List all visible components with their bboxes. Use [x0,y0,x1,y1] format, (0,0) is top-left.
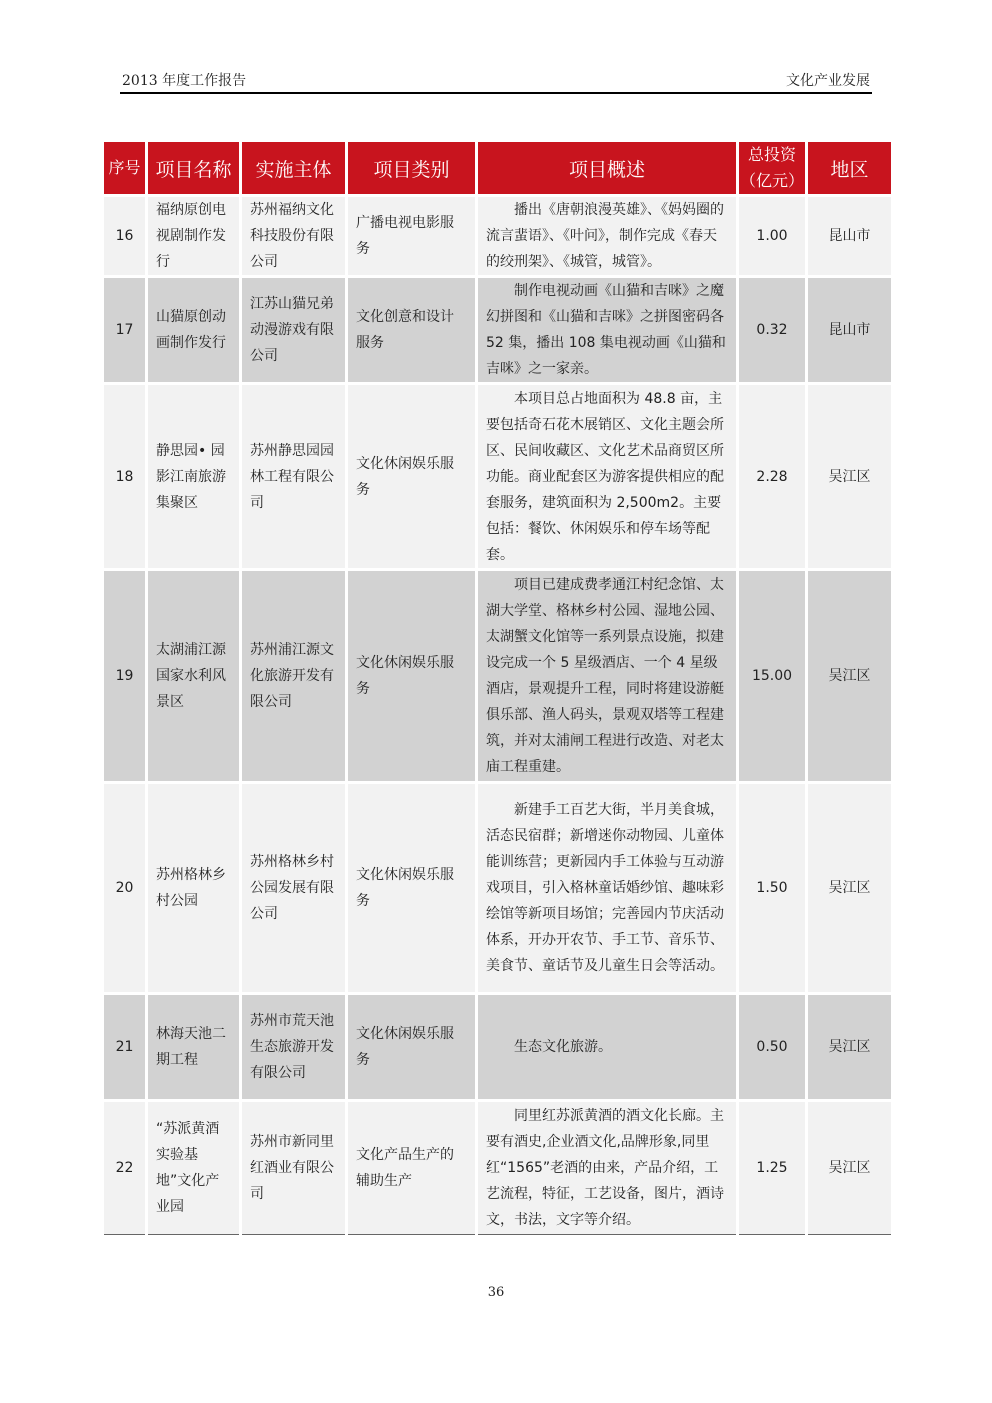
row-category: 文化休闲娱乐服务 [348,995,475,1102]
table-row [104,385,891,571]
header-report-title: 2013 年度工作报告 [122,73,247,89]
row-region: 吴江区 [808,784,891,995]
row-overview: 播出《唐朝浪漫英雄》、《妈妈圈的流言蜚语》、《叶问》，制作完成《春天的绞刑架》、《城管，城管》。 [478,197,736,278]
row-entity: 苏州市新同里红酒业有限公司 [242,1102,345,1235]
row-investment: 1.25 [739,1102,805,1235]
col-header-category: 项目类别 [348,142,475,197]
row-overview: 本项目总占地面积为 48.8 亩，主要包括奇石花木展销区、文化主题会所区、民间收藏区、文化艺术品商贸区所功能。商业配套区为游客提供相应的配套服务，建筑面积为 2,500m2。主要包括：餐饮、休闲娱乐和停车场等配套。 [478,385,736,571]
table-row [104,571,891,784]
row-entity: 苏州静思园园林工程有限公司 [242,385,345,571]
row-name: 山猫原创动画制作发行 [148,278,239,385]
row-no: 19 [104,571,145,784]
row-no: 16 [104,197,145,278]
row-no: 22 [104,1102,145,1235]
header-rule [120,92,872,94]
row-no: 17 [104,278,145,385]
col-header-region: 地区 [808,142,891,197]
col-header-entity: 实施主体 [242,142,345,197]
row-entity: 苏州格林乡村公园发展有限公司 [242,784,345,995]
col-header-investment: 总投资（亿元） [739,142,805,197]
row-investment: 1.00 [739,197,805,278]
row-investment: 2.28 [739,385,805,571]
row-category: 文化产品生产的辅助生产 [348,1102,475,1235]
row-category: 文化休闲娱乐服务 [348,385,475,571]
row-name: 福纳原创电视剧制作发行 [148,197,239,278]
table-header-row [104,142,891,197]
row-overview: 项目已建成费孝通江村纪念馆、太湖大学堂、格林乡村公园、湿地公园、太湖蟹文化馆等一系列景点设施，拟建设完成一个 5 星级酒店、一个 4 星级酒店，景观提升工程，同时将建设游艇俱乐部、渔人码头，景观双塔等工程建筑，并对太浦闸工程进行改造、对老太庙工程重建。 [478,571,736,784]
row-overview: 生态文化旅游。 [478,995,736,1102]
row-name: 苏州格林乡村公园 [148,784,239,995]
row-region: 昆山市 [808,278,891,385]
row-overview: 制作电视动画《山猫和吉咪》之魔幻拼图和《山猫和吉咪》之拼图密码各 52 集，播出 108 集电视动画《山猫和吉咪》之一家亲。 [478,278,736,385]
row-region: 昆山市 [808,197,891,278]
row-name: “苏派黄酒实验基地”文化产业园 [148,1102,239,1235]
row-entity: 苏州浦江源文化旅游开发有限公司 [242,571,345,784]
row-investment: 0.50 [739,995,805,1102]
row-category: 文化休闲娱乐服务 [348,784,475,995]
row-entity: 江苏山猫兄弟动漫游戏有限公司 [242,278,345,385]
row-investment: 15.00 [739,571,805,784]
row-entity: 苏州市荒天池生态旅游开发有限公司 [242,995,345,1102]
row-no: 21 [104,995,145,1102]
row-category: 文化创意和设计服务 [348,278,475,385]
page-number: 36 [487,1285,505,1300]
row-entity: 苏州福纳文化科技股份有限公司 [242,197,345,278]
table-row [104,1102,891,1235]
col-header-overview: 项目概述 [478,142,736,197]
table-row [104,197,891,278]
project-table [101,142,894,1235]
row-investment: 1.50 [739,784,805,995]
col-header-name: 项目名称 [148,142,239,197]
header-section-title: 文化产业发展 [786,73,870,89]
row-region: 吴江区 [808,571,891,784]
row-name: 太湖浦江源国家水利风景区 [148,571,239,784]
row-overview: 新建手工百艺大街，半月美食城，活态民宿群；新增迷你动物园、儿童体能训练营；更新园内手工体验与互动游戏项目，引入格林童话婚纱馆、趣味彩绘馆等新项目场馆；完善园内节庆活动体系，开办开农节、手工节、音乐节、美食节、童话节及儿童生日会等活动。 [478,784,736,995]
row-name: 林海天池二期工程 [148,995,239,1102]
table-row [104,784,891,995]
row-name: 静思园• 园影江南旅游集聚区 [148,385,239,571]
row-category: 文化休闲娱乐服务 [348,571,475,784]
table-row [104,278,891,385]
table-row [104,995,891,1102]
row-no: 20 [104,784,145,995]
row-region: 吴江区 [808,385,891,571]
row-category: 广播电视电影服务 [348,197,475,278]
row-region: 吴江区 [808,1102,891,1235]
row-overview: 同里红苏派黄酒的酒文化长廊。主要有酒史,企业酒文化,品牌形象,同里红“1565”老酒的由来，产品介绍，工艺流程，特征，工艺设备，图片，酒诗文，书法，文字等介绍。 [478,1102,736,1235]
col-header-no: 序号 [104,142,145,197]
row-investment: 0.32 [739,278,805,385]
row-no: 18 [104,385,145,571]
row-region: 吴江区 [808,995,891,1102]
